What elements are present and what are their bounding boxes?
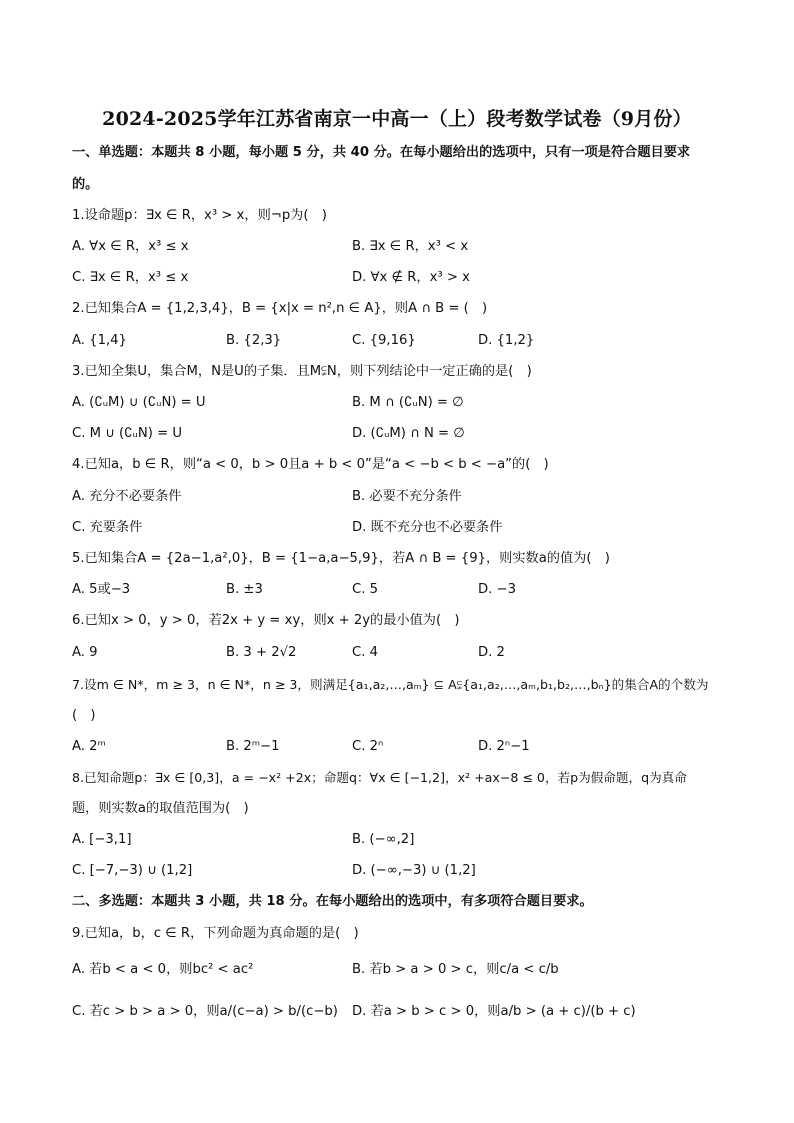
q1-option-d: D. ∀x ∉ R，x³ > x	[352, 270, 470, 285]
q8-option-c: C. [−7,−3) ∪ (1,2]	[72, 863, 193, 878]
q2-stem: 2.已知集合A = {1,2,3,4}，B = {x|x = n²,n ∈ A}，则A ∩ B = ( )	[72, 301, 488, 316]
q1-option-c: C. ∃x ∈ R，x³ ≤ x	[72, 270, 189, 285]
q6-option-a: A. 9	[72, 645, 98, 660]
q1-option-b: B. ∃x ∈ R，x³ < x	[352, 239, 469, 254]
q5-option-d: D. −3	[478, 582, 516, 597]
q7-option-c: C. 2ⁿ	[352, 739, 384, 754]
q6-option-b: B. 3 + 2√2	[226, 645, 297, 660]
section1-heading-line2: 的。	[72, 177, 99, 192]
q6-stem: 6.已知x > 0，y > 0，若2x + y = xy，则x + 2y的最小值为( )	[72, 613, 460, 628]
q3-option-d: D. (∁ᵤM) ∩ N = ∅	[352, 426, 465, 441]
q7-stem: 7.设m ∈ N*，m ≥ 3，n ∈ N*，n ≥ 3，则满足{a₁,a₂,…,aₘ} ⊆ A⫋{a₁,a₂,…,aₘ,b₁,b₂,…,bₙ}的集合A的个数为	[72, 677, 709, 692]
q2-option-c: C. {9,16}	[352, 333, 416, 348]
q6-option-d: D. 2	[478, 645, 505, 660]
q9-option-c: C. 若c > b > a > 0，则a/(c−a) > b/(c−b)	[72, 1004, 338, 1019]
q3-option-b: B. M ∩ (∁ᵤN) = ∅	[352, 395, 464, 410]
q5-stem: 5.已知集合A = {2a−1,a²,0}，B = {1−a,a−5,9}，若A ∩ B = {9}，则实数a的值为( )	[72, 551, 610, 566]
q2-option-a: A. {1,4}	[72, 333, 127, 348]
page-title: 2024-2025学年江苏省南京一中高一（上）段考数学试卷（9月份）	[102, 108, 692, 130]
q3-option-a: A. (∁ᵤM) ∪ (∁ᵤN) = U	[72, 395, 206, 410]
q2-option-d: D. {1,2}	[478, 333, 535, 348]
q7-option-a: A. 2ᵐ	[72, 739, 106, 754]
q9-option-b: B. 若b > a > 0 > c，则c/a < c/b	[352, 962, 559, 977]
q4-option-d: D. 既不充分也不必要条件	[352, 520, 503, 535]
q5-option-c: C. 5	[352, 582, 378, 597]
q3-stem: 3.已知全集U，集合M，N是U的子集．且M⫋N，则下列结论中一定正确的是( )	[72, 364, 532, 379]
q4-option-a: A. 充分不必要条件	[72, 489, 182, 504]
q8-stem: 8.已知命题p：∃x ∈ [0,3]，a = −x² +2x；命题q：∀x ∈ [−1,2]，x² +ax−8 ≤ 0，若p为假命题，q为真命	[72, 770, 687, 785]
q7-option-d: D. 2ⁿ−1	[478, 739, 530, 754]
q5-option-a: A. 5或−3	[72, 582, 131, 597]
q2-option-b: B. {2,3}	[226, 333, 282, 348]
q8-stem-continuation: 题，则实数a的取值范围为( )	[72, 801, 249, 816]
q5-option-b: B. ±3	[226, 582, 263, 597]
q8-option-b: B. (−∞,2]	[352, 832, 415, 847]
q4-option-b: B. 必要不充分条件	[352, 489, 462, 504]
q4-option-c: C. 充要条件	[72, 520, 143, 535]
q9-option-d: D. 若a > b > c > 0，则a/b > (a + c)/(b + c)	[352, 1004, 636, 1019]
q7-option-b: B. 2ᵐ−1	[226, 739, 280, 754]
q7-stem-continuation: ( )	[72, 708, 96, 723]
q3-option-c: C. M ∪ (∁ᵤN) = U	[72, 426, 182, 441]
q4-stem: 4.已知a，b ∈ R，则“a < 0，b > 0且a + b < 0”是“a < −b < b < −a”的( )	[72, 457, 549, 472]
section1-heading-line1: 一、单选题：本题共 8 小题，每小题 5 分，共 40 分。在每小题给出的选项中，只有一项是符合题目要求	[72, 145, 691, 160]
q1-stem: 1.设命题p：∃x ∈ R，x³ > x，则¬p为( )	[72, 208, 327, 223]
q9-stem: 9.已知a，b，c ∈ R，下列命题为真命题的是( )	[72, 926, 359, 941]
q1-option-a: A. ∀x ∈ R，x³ ≤ x	[72, 239, 189, 254]
section2-heading: 二、多选题：本题共 3 小题，共 18 分。在每小题给出的选项中，有多项符合题目要求。	[72, 894, 593, 909]
q6-option-c: C. 4	[352, 645, 378, 660]
q9-option-a: A. 若b < a < 0，则bc² < ac²	[72, 962, 254, 977]
q8-option-d: D. (−∞,−3) ∪ (1,2]	[352, 863, 476, 878]
q8-option-a: A. [−3,1]	[72, 832, 132, 847]
